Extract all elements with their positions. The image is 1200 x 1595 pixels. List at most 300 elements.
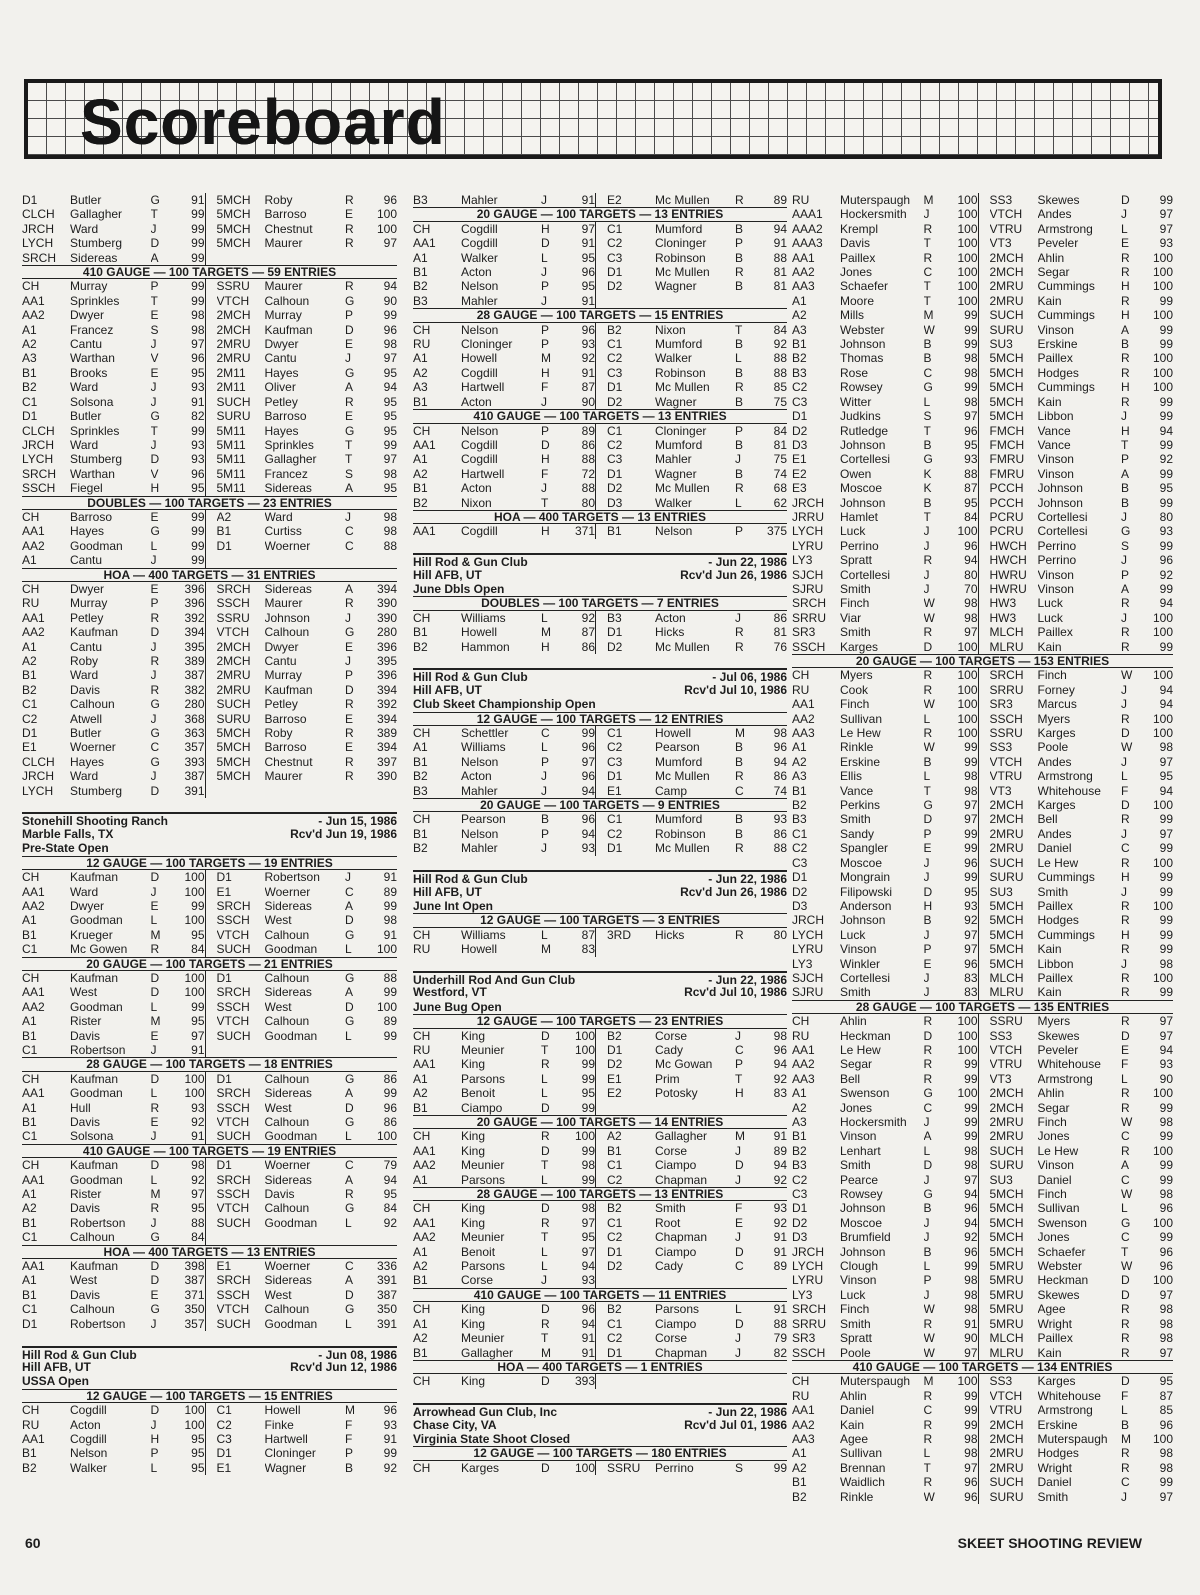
result-score: 86 [383, 1115, 397, 1129]
result-class: B1 [413, 394, 428, 409]
result-shooter: Clough [840, 1259, 879, 1274]
result-shooter: Ciampo [655, 1316, 697, 1331]
result-initial: C [1121, 1230, 1130, 1245]
result-score: 99 [1159, 193, 1173, 207]
result-row [22, 337, 397, 351]
result-score: 89 [773, 1143, 787, 1158]
result-shooter: Pearson [461, 812, 506, 827]
result-shooter: Swenson [840, 1086, 890, 1101]
column-divider [205, 351, 217, 365]
result-row [792, 193, 1173, 207]
result-initial: J [1121, 509, 1127, 524]
result-score: 100 [184, 1086, 205, 1101]
result-class: 2MCH [989, 1100, 1024, 1115]
result-class: SURU [989, 1489, 1024, 1504]
result-shooter: Smith [840, 625, 871, 640]
result-class: AA1 [22, 1431, 45, 1446]
result-initial: G [345, 423, 355, 438]
result-score: 97 [581, 1244, 595, 1259]
result-shooter: Kaufman [70, 625, 119, 640]
result-initial: R [345, 726, 354, 741]
result-initial: D [735, 1158, 744, 1173]
result-initial: S [1121, 538, 1130, 553]
result-shooter: Walker [70, 1460, 107, 1475]
result-initial: V [150, 351, 159, 366]
result-class: SUCH [216, 1316, 251, 1331]
result-shooter: Erskine [1037, 1417, 1078, 1432]
result-shooter: Hockersmith [840, 207, 907, 222]
result-score: 391 [376, 1273, 397, 1288]
result-row [413, 1273, 787, 1287]
result-score: 84 [191, 942, 205, 957]
result-class: 2MCH [989, 250, 1024, 265]
result-class: SRCH [216, 1273, 251, 1288]
result-shooter: Ward [70, 437, 99, 452]
result-initial: H [1121, 279, 1130, 294]
result-score: 100 [574, 1042, 595, 1057]
result-initial: H [1121, 870, 1130, 885]
result-score [763, 294, 787, 308]
result-score: 100 [957, 1028, 978, 1043]
result-shooter: Agee [1037, 1302, 1066, 1317]
column-divider [205, 1158, 217, 1172]
result-shooter: Mc Mullen [655, 639, 710, 654]
result-score: 94 [383, 380, 397, 395]
result-shooter: Vance [840, 783, 874, 798]
result-initial: J [923, 970, 930, 985]
column-divider [595, 1461, 607, 1475]
result-class: 5M11 [216, 437, 246, 452]
result-initial: J [1121, 610, 1127, 625]
club-text: Underhill Rod And Gun Club [413, 972, 576, 987]
result-class: B1 [413, 1273, 428, 1288]
result-row [792, 971, 1173, 985]
result-initial: M [923, 1374, 934, 1389]
result-score: 375 [766, 524, 787, 539]
result-class: B2 [792, 798, 807, 813]
result-shooter: Barroso [264, 740, 307, 755]
result-shooter: Peveler [1037, 1042, 1079, 1057]
result-class: VTCH [216, 1302, 250, 1317]
column-divider [595, 395, 607, 409]
result-initial: J [345, 610, 351, 625]
result-shooter: Calhoun [264, 927, 310, 942]
result-score: 91 [581, 293, 595, 308]
result-score: 91 [383, 927, 397, 942]
result-shooter: Johnson [840, 437, 886, 452]
column-divider [978, 755, 990, 769]
result-class: SRRU [989, 682, 1024, 697]
club-info [413, 668, 787, 685]
result-class: CLCH [22, 207, 55, 222]
result-score: 94 [581, 826, 595, 841]
club-text: Hill Rod & Gun Club [22, 1347, 137, 1362]
club-date: Rcv'd Jun 26, 1986 [680, 567, 787, 582]
result-initial: R [735, 193, 744, 207]
result-initial: J [150, 437, 157, 452]
result-initial [735, 942, 763, 956]
result-initial: R [1121, 985, 1130, 1000]
result-shooter: Ciampo [461, 1100, 503, 1115]
result-shooter: Ellis [840, 769, 863, 784]
result-class: AA3 [792, 726, 815, 741]
result-score: 280 [184, 697, 205, 712]
result-shooter [655, 1273, 735, 1287]
result-class: 5MCH [989, 409, 1024, 424]
result-row [22, 236, 397, 250]
result-shooter: Cantu [264, 351, 297, 366]
result-score: 371 [184, 1287, 205, 1302]
result-row [22, 1446, 397, 1460]
result-score: 68 [773, 481, 787, 496]
result-score: 100 [376, 942, 397, 957]
result-shooter: Mahler [461, 841, 498, 856]
result-initial: D [150, 970, 160, 985]
result-row [413, 1173, 787, 1187]
result-shooter: Kain [840, 1417, 865, 1432]
result-shooter: Hayes [264, 423, 299, 438]
result-shooter: Mumford [655, 337, 703, 352]
result-score: 96 [383, 193, 397, 207]
result-initial: P [541, 279, 550, 294]
result-shooter: Cortellesi [1037, 509, 1088, 524]
result-score: 350 [184, 1302, 205, 1317]
result-shooter: Kaufman [70, 1259, 119, 1274]
result-class: B2 [607, 322, 622, 337]
result-shooter: King [461, 1374, 486, 1389]
result-initial: R [923, 1417, 933, 1432]
result-class: B3 [607, 610, 622, 625]
result-initial: R [1121, 1345, 1130, 1360]
result-shooter: Andes [1037, 207, 1072, 222]
result-score: 396 [184, 581, 205, 596]
result-score: 99 [964, 308, 978, 323]
result-initial: D [541, 236, 550, 251]
result-class: B2 [607, 1201, 622, 1216]
result-class: LY3 [792, 956, 813, 971]
result-row [792, 236, 1173, 250]
result-row [413, 640, 787, 654]
result-score: 99 [1159, 394, 1173, 409]
result-row [22, 985, 397, 999]
result-score: 79 [383, 1158, 397, 1173]
result-row [792, 1432, 1173, 1446]
result-initial: J [923, 855, 930, 870]
result-class: B1 [22, 1287, 37, 1302]
result-initial: E [150, 581, 159, 596]
result-initial: R [735, 639, 744, 654]
result-initial: R [345, 769, 354, 784]
result-shooter: Calhoun [264, 625, 310, 640]
result-class: 5MCH [989, 1201, 1024, 1216]
column-divider [978, 323, 990, 337]
result-class: SRCH [216, 1172, 251, 1187]
result-class: B1 [22, 1028, 37, 1043]
result-shooter: Ward [70, 668, 99, 683]
result-score: 100 [376, 207, 397, 222]
result-shooter: Poole [840, 1345, 871, 1360]
result-score: 93 [191, 380, 205, 395]
result-row [22, 870, 397, 884]
result-score: 280 [376, 625, 397, 640]
result-shooter: Robinson [655, 826, 706, 841]
result-initial: D [1121, 193, 1130, 207]
result-shooter: Rinkle [840, 740, 874, 755]
result-shooter: Goodman [70, 999, 123, 1014]
result-class: AA2 [22, 308, 45, 323]
result-initial: A [345, 380, 354, 395]
result-initial: D [1121, 1374, 1130, 1389]
result-class: D1 [607, 1345, 623, 1360]
club-text: Stonehill Shooting Ranch [22, 814, 168, 829]
club-text: Hill AFB, UT [413, 567, 482, 582]
result-shooter: King [461, 1028, 486, 1043]
result-initial: R [1121, 913, 1130, 928]
result-shooter: Robertson [264, 870, 320, 885]
result-score: 94 [773, 221, 787, 236]
result-shooter: Cogdill [461, 452, 498, 467]
column-divider [595, 337, 607, 351]
column-divider [978, 1201, 990, 1215]
result-score: 98 [964, 783, 978, 798]
result-initial: R [923, 1316, 933, 1331]
result-class: SSCH [216, 1287, 250, 1302]
result-score: 93 [581, 841, 595, 856]
result-score: 397 [376, 754, 397, 769]
event-heading: 28 GAUGE — 100 TARGETS — 13 ENTRIES [413, 1187, 787, 1201]
result-shooter: Corse [461, 1273, 494, 1288]
result-shooter: Ward [264, 509, 293, 524]
result-initial: M [923, 193, 934, 207]
result-shooter: Luck [840, 1287, 866, 1302]
column-divider [978, 366, 990, 380]
result-initial: L [1121, 769, 1128, 784]
result-class: VTCH [989, 1042, 1023, 1057]
result-shooter: Winkler [840, 956, 881, 971]
result-score [373, 553, 397, 567]
result-score: 96 [191, 351, 205, 366]
result-score: 98 [1159, 1302, 1173, 1317]
result-score: 95 [191, 1201, 205, 1216]
result-initial: D [923, 884, 933, 899]
result-shooter: Kaufman [70, 1071, 119, 1086]
result-class: A2 [22, 654, 37, 668]
result-shooter: Vinson [1037, 1158, 1074, 1173]
result-score: 82 [191, 409, 205, 424]
result-shooter: Nelson [655, 524, 693, 539]
result-score: 99 [1159, 812, 1173, 827]
result-shooter: Finch [1037, 1187, 1067, 1202]
result-shooter: Armstrong [1037, 1071, 1093, 1086]
result-shooter: Parsons [461, 1172, 506, 1187]
result-shooter: Murray [264, 668, 302, 683]
column-divider [978, 1331, 990, 1345]
result-initial: H [1121, 927, 1130, 942]
column-divider [205, 1086, 217, 1100]
result-initial: C [345, 884, 354, 899]
result-shooter: Walker [655, 495, 692, 510]
column-divider [978, 985, 990, 999]
result-class: C3 [216, 1431, 232, 1446]
result-class: SSCH [22, 481, 56, 496]
column-divider [978, 424, 990, 438]
result-score: 99 [964, 1259, 978, 1274]
result-score: 95 [383, 423, 397, 438]
club-date: - Jun 22, 1986 [708, 872, 787, 887]
result-score: 99 [1159, 1129, 1173, 1144]
result-shooter: Jones [1037, 1129, 1070, 1144]
column-divider [205, 899, 217, 913]
result-score: 94 [1159, 1042, 1173, 1057]
result-score: 100 [574, 1028, 595, 1043]
result-class: RU [22, 1417, 40, 1432]
result-score: 91 [773, 1129, 787, 1144]
result-shooter: Perrino [1037, 553, 1077, 568]
result-row [22, 467, 397, 481]
result-initial: A [345, 1086, 354, 1101]
result-shooter: Vinson [840, 1129, 877, 1144]
result-shooter [655, 942, 735, 956]
result-shooter: Witter [840, 394, 872, 409]
result-shooter: Nixon [655, 322, 686, 337]
result-shooter: Daniel [1037, 841, 1072, 856]
result-score: 91 [191, 1129, 205, 1144]
result-shooter: Walker [461, 250, 498, 265]
result-initial: G [345, 1071, 355, 1086]
result-score: 99 [383, 437, 397, 452]
result-score: 394 [184, 625, 205, 640]
column-divider [595, 1129, 607, 1143]
result-score: 99 [1159, 437, 1173, 452]
result-initial: M [541, 351, 551, 366]
result-row [22, 1000, 397, 1014]
result-class: B2 [792, 1489, 807, 1504]
result-class: AA1 [413, 1057, 436, 1072]
result-score: 91 [383, 1431, 397, 1446]
result-class: 2MCH [216, 308, 251, 323]
result-initial: B [735, 740, 744, 755]
result-class: CH [22, 1158, 40, 1173]
result-row [22, 207, 397, 221]
result-class: D1 [216, 1071, 232, 1086]
club-date: - Jun 08, 1986 [318, 1347, 397, 1362]
result-initial: G [150, 524, 160, 539]
result-row [22, 1173, 397, 1187]
club-info [413, 582, 787, 596]
result-class: C2 [607, 236, 623, 251]
result-score: 95 [1159, 481, 1173, 496]
result-class: MLCH [989, 970, 1024, 985]
result-class: SUCH [989, 855, 1024, 870]
result-class: C1 [22, 1302, 38, 1317]
result-class: SRRU [792, 610, 827, 625]
result-class: LYCH [792, 524, 824, 539]
column-divider [978, 1101, 990, 1115]
column-divider [978, 524, 990, 538]
result-shooter: Davis [70, 1201, 101, 1216]
result-shooter: Sandy [840, 826, 875, 841]
result-shooter: Curtiss [264, 524, 302, 539]
result-score: 94 [1159, 596, 1173, 611]
result-row [22, 553, 397, 567]
result-class: 5MRU [989, 1316, 1024, 1331]
result-row [792, 827, 1173, 841]
result-row [22, 1101, 397, 1115]
result-class: B3 [413, 293, 428, 308]
result-class: D1 [216, 1158, 232, 1173]
result-shooter: Kaufman [264, 322, 313, 337]
result-class: SRCH [792, 596, 827, 611]
column-divider [205, 380, 217, 394]
result-shooter: Solsona [70, 1129, 114, 1144]
column-divider [595, 1043, 607, 1057]
result-score: 88 [773, 351, 787, 366]
result-score [763, 942, 787, 956]
result-score: 100 [1152, 625, 1173, 640]
result-class: B1 [413, 625, 428, 640]
club-date: Rcv'd Jul 10, 1986 [684, 985, 787, 1000]
result-initial: L [1121, 1071, 1128, 1086]
result-shooter: Gallagher [70, 207, 123, 222]
result-initial: E [150, 365, 159, 380]
result-shooter: Roby [264, 726, 293, 741]
club-info [22, 841, 397, 855]
result-class: A2 [22, 337, 37, 352]
column-divider [205, 985, 217, 999]
result-score: 93 [191, 437, 205, 452]
result-shooter: Dwyer [70, 898, 105, 913]
result-shooter: Woerner [264, 1158, 311, 1173]
result-shooter: Mahler [655, 452, 692, 467]
result-row [413, 222, 787, 236]
result-score: 87 [1159, 1388, 1173, 1403]
result-class: C3 [607, 250, 623, 265]
result-class: VTCH [989, 754, 1023, 769]
result-initial: L [150, 999, 158, 1014]
result-class: B2 [607, 1028, 622, 1043]
result-score: 98 [964, 596, 978, 611]
result-initial: G [345, 1302, 355, 1317]
result-class: D2 [607, 481, 623, 496]
result-shooter: West [264, 913, 292, 928]
result-score: 96 [1159, 553, 1173, 568]
result-class: CH [413, 1374, 431, 1389]
result-shooter: Parsons [461, 1259, 506, 1274]
result-initial: J [923, 581, 930, 596]
result-row [792, 1490, 1173, 1504]
event-heading: 12 GAUGE — 100 TARGETS — 19 ENTRIES [22, 856, 397, 870]
result-class: SS3 [989, 1374, 1013, 1389]
result-class: AA1 [792, 697, 815, 712]
result-shooter: Cantu [70, 337, 103, 352]
result-shooter: Mahler [461, 193, 498, 207]
column-divider [595, 424, 607, 438]
result-class: 5MCH [989, 898, 1024, 913]
result-row [22, 726, 397, 740]
result-initial [345, 784, 373, 798]
result-initial: W [923, 1345, 935, 1360]
column-divider [978, 1403, 990, 1417]
result-row [792, 1418, 1173, 1432]
result-shooter: Johnson [840, 913, 886, 928]
result-score [763, 1101, 787, 1115]
column-divider [978, 1129, 990, 1143]
result-initial: J [150, 639, 157, 654]
result-shooter: Myers [840, 668, 873, 683]
result-initial: R [923, 250, 933, 265]
result-initial: D [923, 812, 933, 827]
result-score: 100 [1152, 250, 1173, 265]
